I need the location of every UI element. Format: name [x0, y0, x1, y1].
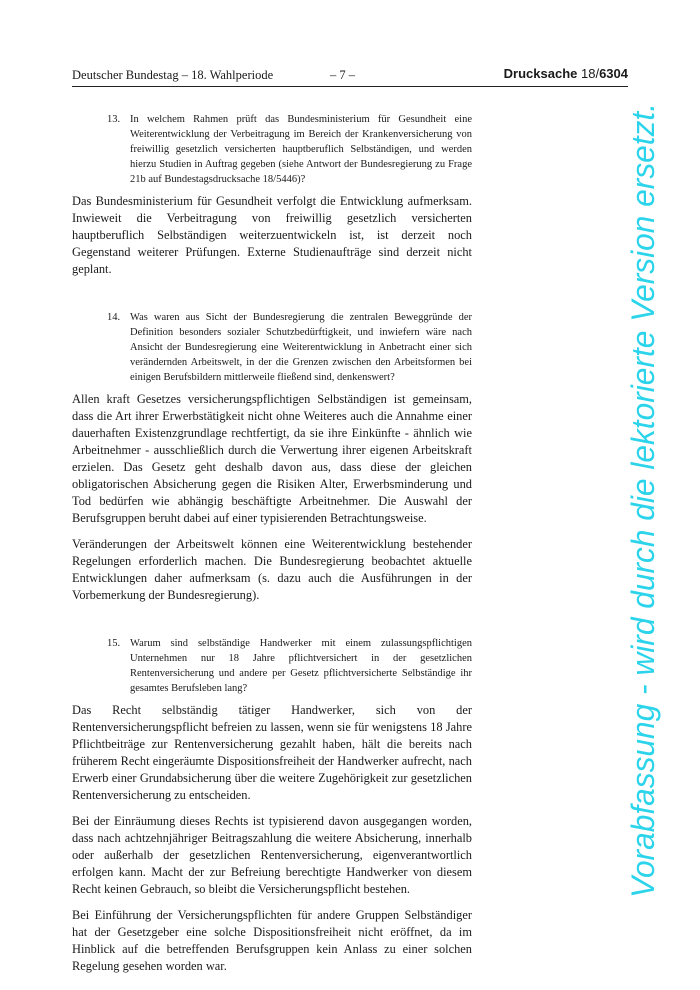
watermark-graphic	[580, 86, 700, 926]
question-14	[107, 310, 472, 385]
header-number-prefix: 18/	[581, 66, 600, 81]
answer-paragraph: Das Bundesministerium für Gesundheit verfolgt die Entwicklung aufmerksam. Inwieweit die Verbeitragung von freiwillig gesetzlich versicherten hauptberuflich Selbständigen weiterzuentwickeln ist, ist derzeit noch Gegenstand weiterer Prüfungen. Externe Studienaufträge sind derzeit nicht geplant.	[72, 194, 472, 276]
question-13	[107, 112, 472, 187]
header-page-number: – 7 –	[330, 68, 355, 82]
header-number: 6304	[599, 66, 628, 81]
header-parliament: Deutscher Bundestag – 18. Wahlperiode	[72, 68, 274, 82]
document-body	[72, 112, 472, 975]
question-number: 14.	[107, 312, 121, 323]
page-header	[72, 66, 628, 87]
answer-paragraph: Bei Einführung der Versicherungspflichten für andere Gruppen Selbständiger hat der Gesetzgeber eine solche Dispositionsfreiheit nicht eröffnet, da im Hinblick auf die betreffenden Berufsgruppen kein Anlass zu einer solchen Regelung gesehen worden war.	[72, 908, 472, 973]
question-text: Warum sind selbständige Handwerker mit einem zulassungspflichtigen Unternehmen nur 18 Jahre pflichtversichert in der gesetzlichen Rentenversicherung und andere per Gesetz pflichtversicherte Selbständige ihr gesamtes Berufsleben lang?	[130, 638, 472, 694]
question-number: 15.	[107, 638, 121, 649]
header-document-label: Drucksache	[503, 66, 578, 81]
question-text: Was waren aus Sicht der Bundesregierung die zentralen Beweggründe der Definition besonders sozialer Schutzbedürftigkeit, und inwiefern wäre nach Ansicht der Bundesregierung eine Weiterentwicklung in Anbetracht einer sich verändernden Arbeitswelt, in der die Grenzen zwischen den Arbeitsformen bei einigen Berufsbildern mittlerweile fließend sind, denkenswert?	[130, 312, 472, 383]
answer-paragraph: Veränderungen der Arbeitswelt können eine Weiterentwicklung bestehender Regelungen erforderlich machen. Die Bundesregierung beobachtet aktuelle Entwicklungen daher aufmerksam (s. dazu auch die Ausführungen in der Vorbemerkung der Bundesregierung).	[72, 537, 472, 602]
answer-paragraph: Allen kraft Gesetzes versicherungspflichtigen Selbständigen ist gemeinsam, dass die Art ihrer Erwerbstätigkeit nicht ohne Weiteres auch die Annahme einer dauerhaften Existenzgrundlage rechtfertigt, da sie ihre Einkünfte - ähnlich wie Arbeitnehmer - ausschließlich durch die Verwertung ihrer eigenen Arbeitskraft erzielen. Das Gesetz geht deshalb davon aus, dass diese der gleichen obligatorischen Absicherung gegen die Risiken Alter, Erwerbsminderung und Tod bedürfen wie abhängig beschäftigte Arbeitnehmer. Die Auswahl der Berufsgruppen beruht dabei auf einer typisierenden Betrachtungsweise.	[72, 392, 472, 525]
answer-paragraph: Bei der Einräumung dieses Rechts ist typisierend davon ausgegangen worden, dass nach achtzehnjähriger Beitragszahlung die weitere Absicherung, innerhalb oder außerhalb der gesetzlichen Rentenversicherung, eigenverantwortlich erfolgen kann. Macht der zur Befreiung berechtigte Handwerker von diesem Recht keinen Gebrauch, so bleibt die Versicherungspflicht bestehen.	[72, 814, 472, 896]
question-number: 13.	[107, 114, 121, 125]
question-text: In welchem Rahmen prüft das Bundesministerium für Gesundheit eine Weiterentwicklung der Verbeitragung im Bereich der Krankenversicherung von freiwillig gesetzlich versicherten hauptberuflich Selbständigen, und werden hierzu Studien in Auftrag gegeben (siehe Antwort der Bundesregierung zu Frage 21b auf Bundestagsdrucksache 18/5446)?	[130, 114, 472, 185]
draft-watermark	[580, 86, 700, 926]
question-15	[107, 636, 472, 696]
watermark-text: Vorabfassung - wird durch die lektorierte Version ersetzt.	[625, 94, 661, 898]
header-document-id	[504, 66, 628, 81]
answer-paragraph: Das Recht selbständig tätiger Handwerker, sich von der Rentenversicherungspflicht befreien zu lassen, wenn sie für wenigstens 18 Jahre Pflichtbeiträge zur Rentenversicherung gezahlt haben, hält die bereits nach früherem Recht eingeräumte Dispositionsfreiheit der Handwerker aufrecht, nach Erwerb einer Grundabsicherung über die weitere Zugehörigkeit zur gesetzlichen Rentenversicherung zu entscheiden.	[72, 703, 472, 802]
